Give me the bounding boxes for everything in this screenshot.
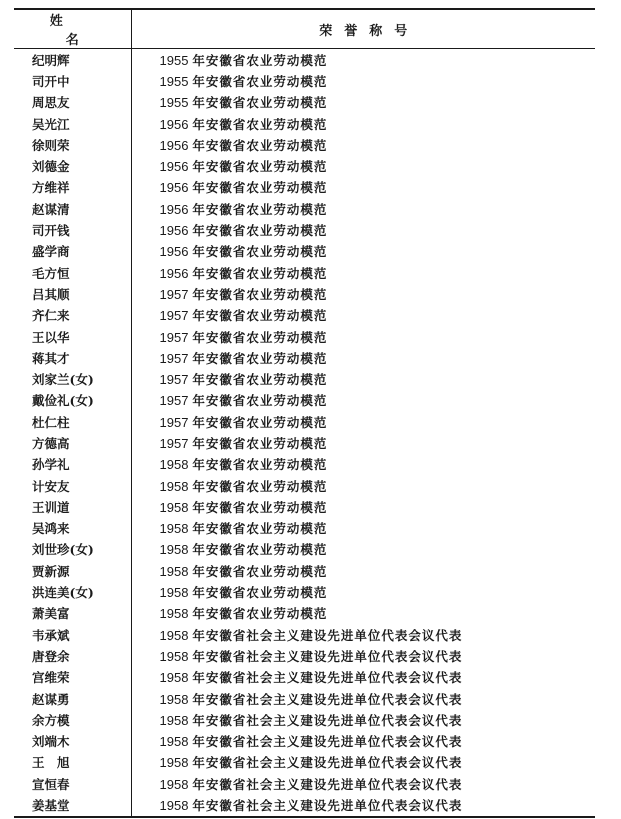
- honor-title-cell: [131, 454, 595, 475]
- honor-year: 1956: [159, 223, 189, 239]
- honor-text: 年安徽省农业劳动模范: [192, 244, 328, 260]
- honor-year: 1958: [159, 712, 189, 728]
- honor-title-cell: [131, 219, 595, 240]
- table-header: [14, 9, 595, 49]
- honor-year: 1958: [159, 798, 189, 814]
- honor-year: 1957: [159, 372, 189, 388]
- honor-text: 年安徽省农业劳动模范: [192, 350, 328, 366]
- honor-year: 1958: [159, 691, 189, 707]
- honor-title-cell: [131, 241, 595, 262]
- honor-title-cell: [131, 581, 595, 602]
- honor-title-cell: [131, 70, 595, 91]
- person-name-cell: 吴鸿来: [14, 518, 131, 539]
- honor-title-cell: [131, 603, 595, 624]
- table-row: [14, 518, 595, 539]
- honor-text: 年安徽省社会主义建设先进单位代表会议代表: [192, 798, 463, 814]
- person-name-cell: 余方模: [14, 709, 131, 730]
- honor-title-cell: [131, 432, 595, 453]
- honor-year: 1958: [159, 478, 189, 494]
- person-name-cell: 赵谋清: [14, 198, 131, 219]
- honor-text: 年安徽省农业劳动模范: [192, 414, 328, 430]
- table-row: [14, 177, 595, 198]
- honor-text: 年安徽省农业劳动模范: [192, 435, 328, 451]
- honor-text: 年安徽省农业劳动模范: [192, 393, 328, 409]
- person-name-cell: 杜仁柱: [14, 411, 131, 432]
- table-row: [14, 581, 595, 602]
- honor-title-cell: [131, 198, 595, 219]
- honor-text: 年安徽省农业劳动模范: [192, 223, 328, 239]
- person-name-cell: 司开中: [14, 70, 131, 91]
- table-row: [14, 92, 595, 113]
- table-row: [14, 432, 595, 453]
- honor-text: 年安徽省农业劳动模范: [192, 137, 328, 153]
- honor-text: 年安徽省社会主义建设先进单位代表会议代表: [192, 734, 463, 750]
- table-body: [14, 49, 595, 817]
- honor-title-cell: [131, 262, 595, 283]
- honor-year: 1958: [159, 606, 189, 622]
- honor-text: 年安徽省农业劳动模范: [192, 265, 328, 281]
- honor-text: 年安徽省农业劳动模范: [192, 95, 328, 111]
- honor-year: 1958: [159, 776, 189, 792]
- honor-title-cell: [131, 92, 595, 113]
- honor-text: 年安徽省农业劳动模范: [192, 606, 328, 622]
- person-name-cell: 刘德金: [14, 155, 131, 176]
- honor-year: 1958: [159, 585, 189, 601]
- honor-year: 1958: [159, 521, 189, 537]
- honor-text: 年安徽省社会主义建设先进单位代表会议代表: [192, 755, 463, 771]
- table-row: [14, 794, 595, 816]
- table-row: [14, 752, 595, 773]
- person-name-cell: 徐则荣: [14, 134, 131, 155]
- honor-title-cell: [131, 305, 595, 326]
- person-name-cell: 王训道: [14, 496, 131, 517]
- honor-year: 1958: [159, 627, 189, 643]
- honor-title-cell: [131, 773, 595, 794]
- honor-title-cell: [131, 177, 595, 198]
- honor-title-cell: [131, 475, 595, 496]
- person-name-cell: 宫维荣: [14, 667, 131, 688]
- honor-text: 年安徽省农业劳动模范: [192, 73, 328, 89]
- header-row: [14, 9, 595, 49]
- honor-title-cell: [131, 347, 595, 368]
- person-name-cell: 萧美富: [14, 603, 131, 624]
- table-row: [14, 70, 595, 91]
- person-name-cell: 蒋其才: [14, 347, 131, 368]
- table-row: [14, 475, 595, 496]
- honor-title-cell: [131, 496, 595, 517]
- person-name-cell: 唐登余: [14, 645, 131, 666]
- table-row: [14, 134, 595, 155]
- person-name-cell: 戴俭礼(女): [14, 390, 131, 411]
- person-name-cell: 姜基堂: [14, 794, 131, 816]
- table-row: [14, 496, 595, 517]
- honor-text: 年安徽省社会主义建设先进单位代表会议代表: [192, 627, 463, 643]
- table-row: [14, 155, 595, 176]
- person-name-cell: 洪连美(女): [14, 581, 131, 602]
- honor-year: 1955: [159, 73, 189, 89]
- honor-year: 1958: [159, 755, 189, 771]
- person-name-cell: 孙学礼: [14, 454, 131, 475]
- honor-year: 1956: [159, 137, 189, 153]
- honor-text: 年安徽省农业劳动模范: [192, 499, 328, 515]
- honor-year: 1957: [159, 308, 189, 324]
- name-column-header: [14, 9, 140, 49]
- person-name-cell: 齐仁来: [14, 305, 131, 326]
- table-row: [14, 347, 595, 368]
- honor-text: 年安徽省农业劳动模范: [192, 159, 328, 175]
- honor-title-cell: [131, 155, 595, 176]
- table-row: [14, 198, 595, 219]
- table-row: [14, 411, 595, 432]
- person-name-cell: 计安友: [14, 475, 131, 496]
- table-row: [14, 731, 595, 752]
- honor-title-cell: [131, 134, 595, 155]
- table-row: [14, 773, 595, 794]
- person-name-cell: 韦承斌: [14, 624, 131, 645]
- table-row: [14, 645, 595, 666]
- honor-text: 年安徽省社会主义建设先进单位代表会议代表: [192, 776, 463, 792]
- table-row: [14, 113, 595, 134]
- honor-text: 年安徽省农业劳动模范: [192, 542, 328, 558]
- honor-text: 年安徽省农业劳动模范: [192, 180, 328, 196]
- honor-title-cell: [131, 113, 595, 134]
- honor-title-cell: [131, 283, 595, 304]
- honor-text: 年安徽省社会主义建设先进单位代表会议代表: [192, 691, 463, 707]
- honor-text: 年安徽省农业劳动模范: [192, 329, 328, 345]
- person-name-cell: 吕其顺: [14, 283, 131, 304]
- honor-year: 1956: [159, 116, 189, 132]
- honor-title-cell: [131, 667, 595, 688]
- honor-year: 1956: [159, 201, 189, 217]
- honor-text: 年安徽省农业劳动模范: [192, 308, 328, 324]
- honor-year: 1957: [159, 414, 189, 430]
- honor-title-cell: [131, 624, 595, 645]
- honor-year: 1958: [159, 499, 189, 515]
- table-row: [14, 241, 595, 262]
- honor-text: 年安徽省农业劳动模范: [192, 585, 328, 601]
- honor-title-cell: [131, 390, 595, 411]
- honor-title-cell: [131, 411, 595, 432]
- person-name-cell: 刘端木: [14, 731, 131, 752]
- table-row: [14, 709, 595, 730]
- honor-text: 年安徽省农业劳动模范: [192, 478, 328, 494]
- honor-title-cell: [131, 518, 595, 539]
- honor-text: 年安徽省农业劳动模范: [192, 201, 328, 217]
- table-row: [14, 326, 595, 347]
- honor-text: 年安徽省农业劳动模范: [192, 372, 328, 388]
- honor-year: 1956: [159, 265, 189, 281]
- table-row: [14, 454, 595, 475]
- honor-title-cell: [131, 709, 595, 730]
- table-row: [14, 539, 595, 560]
- person-name-cell: 赵谋勇: [14, 688, 131, 709]
- table-row: [14, 368, 595, 389]
- honor-text: 年安徽省农业劳动模范: [192, 116, 328, 132]
- honors-table: [14, 8, 595, 818]
- honor-year: 1957: [159, 393, 189, 409]
- honor-text: 年安徽省农业劳动模范: [192, 52, 328, 68]
- honor-year: 1958: [159, 670, 189, 686]
- table-row: [14, 283, 595, 304]
- honor-header-label: 荣誉称号: [319, 23, 420, 39]
- honor-title-cell: [131, 368, 595, 389]
- table-row: [14, 49, 595, 71]
- person-name-cell: 盛学商: [14, 241, 131, 262]
- table-row: [14, 262, 595, 283]
- honor-year: 1958: [159, 457, 189, 473]
- honor-title-cell: [131, 731, 595, 752]
- honor-title-cell: [131, 688, 595, 709]
- honor-year: 1957: [159, 350, 189, 366]
- honor-text: 年安徽省社会主义建设先进单位代表会议代表: [192, 712, 463, 728]
- honor-year: 1956: [159, 159, 189, 175]
- honor-year: 1955: [159, 95, 189, 111]
- honor-year: 1957: [159, 329, 189, 345]
- person-name-cell: 毛方恒: [14, 262, 131, 283]
- person-name-cell: 贾新源: [14, 560, 131, 581]
- table-row: [14, 305, 595, 326]
- honor-year: 1956: [159, 244, 189, 260]
- honor-title-cell: [131, 560, 595, 581]
- honor-text: 年安徽省农业劳动模范: [192, 286, 328, 302]
- honor-title-cell: [131, 539, 595, 560]
- person-name-cell: 宣恒春: [14, 773, 131, 794]
- name-header-label: 姓 名: [49, 14, 140, 48]
- person-name-cell: 方维祥: [14, 177, 131, 198]
- honor-year: 1958: [159, 542, 189, 558]
- table-row: [14, 390, 595, 411]
- table-row: [14, 219, 595, 240]
- honor-year: 1958: [159, 563, 189, 579]
- person-name-cell: 王 旭: [14, 752, 131, 773]
- honor-year: 1957: [159, 435, 189, 451]
- honor-title-cell: [131, 752, 595, 773]
- person-name-cell: 方德高: [14, 432, 131, 453]
- person-name-cell: 王以华: [14, 326, 131, 347]
- table-row: [14, 624, 595, 645]
- honor-year: 1956: [159, 180, 189, 196]
- person-name-cell: 刘家兰(女): [14, 368, 131, 389]
- person-name-cell: 周思友: [14, 92, 131, 113]
- honor-year: 1955: [159, 52, 189, 68]
- honor-title-cell: [131, 49, 595, 71]
- honor-year: 1958: [159, 734, 189, 750]
- person-name-cell: 纪明辉: [14, 49, 131, 71]
- honor-year: 1957: [159, 286, 189, 302]
- honor-column-header: [131, 9, 595, 49]
- honor-year: 1958: [159, 648, 189, 664]
- honor-title-cell: [131, 645, 595, 666]
- honor-text: 年安徽省农业劳动模范: [192, 457, 328, 473]
- table-row: [14, 667, 595, 688]
- honor-text: 年安徽省社会主义建设先进单位代表会议代表: [192, 648, 463, 664]
- person-name-cell: 司开钱: [14, 219, 131, 240]
- honor-text: 年安徽省社会主义建设先进单位代表会议代表: [192, 670, 463, 686]
- honor-title-cell: [131, 326, 595, 347]
- person-name-cell: 刘世珍(女): [14, 539, 131, 560]
- honor-text: 年安徽省农业劳动模范: [192, 563, 328, 579]
- person-name-cell: 吴光江: [14, 113, 131, 134]
- honor-title-cell: [131, 794, 595, 816]
- honor-text: 年安徽省农业劳动模范: [192, 521, 328, 537]
- table-row: [14, 560, 595, 581]
- table-row: [14, 688, 595, 709]
- table-row: [14, 603, 595, 624]
